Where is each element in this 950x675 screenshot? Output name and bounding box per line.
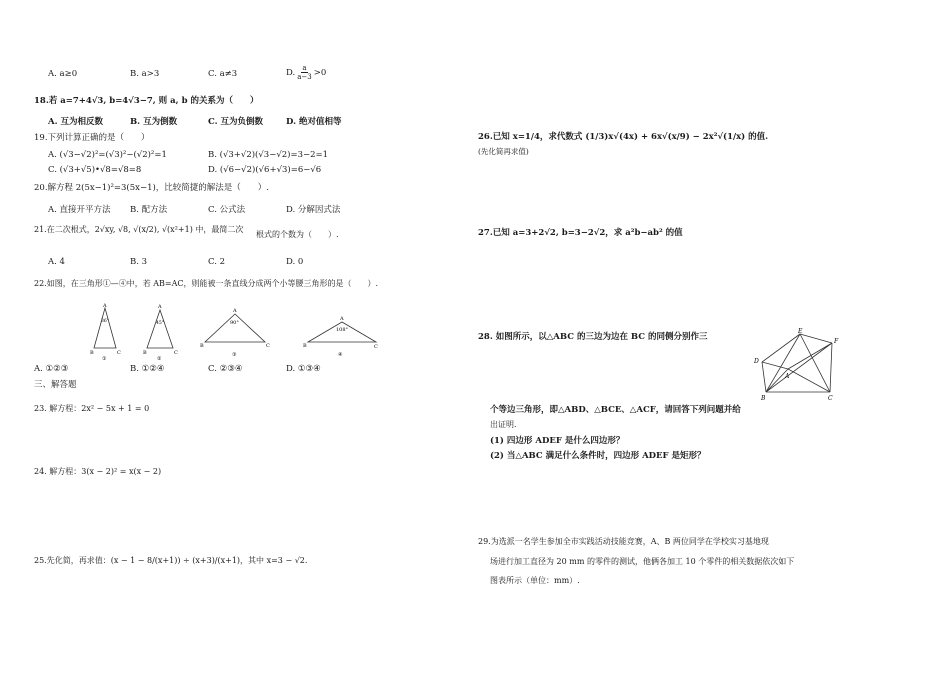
q26-note: (先化简再求值) xyxy=(478,147,529,156)
q19-option-b: B. (√3+√2)(√3−√2)=3−2=1 xyxy=(208,150,329,160)
q17-option-d xyxy=(286,64,326,81)
q21-option-a: A. 4 xyxy=(48,257,65,267)
q21-option-d: D. 0 xyxy=(286,257,304,267)
triangle-2 xyxy=(143,304,178,360)
q29-line2: 场进行加工直径为 20 mm 的零件的测试，他俩各加工 10 个零件的相关数据依次如下 xyxy=(490,557,795,566)
tri3-label-b: B xyxy=(200,343,204,349)
triangle-4 xyxy=(303,316,378,358)
q28-stem-a: 28. 如图所示，以△ABC 的三边为边在 BC 的同侧分别作三 xyxy=(478,332,708,342)
section-heading: 三、解答题 xyxy=(34,380,77,390)
q18-option-d: D. 绝对值相等 xyxy=(286,117,342,127)
q18-option-b: B. 互为倒数 xyxy=(130,117,178,127)
tri3-number: ③ xyxy=(232,352,237,358)
tri2-label-c: C xyxy=(174,350,178,356)
tri2-label-b: B xyxy=(143,350,147,356)
q28-stem-b: 个等边三角形，即△ABD、△BCE、△ACF，请回答下列问题并给 xyxy=(490,405,741,415)
tri1-label-a: A xyxy=(103,303,107,309)
q20-option-c: C. 公式法 xyxy=(208,205,246,215)
tri4-label-c: C xyxy=(374,344,378,350)
fig28-label-d: D xyxy=(754,358,759,365)
q17-option-d-fraction xyxy=(297,64,312,81)
q28-figure xyxy=(752,325,847,405)
q17-option-d-prefix: D. xyxy=(286,67,296,78)
q19-stem: 19.下列计算正确的是（ ） xyxy=(34,133,150,143)
q21-option-b: B. 3 xyxy=(130,257,148,267)
q18-option-c: C. 互为负倒数 xyxy=(208,117,264,127)
q20-option-d: D. 分解因式法 xyxy=(286,205,341,215)
q19-option-c: C. (√3+√5)•√8=√8=8 xyxy=(48,165,142,175)
q23-stem: 23. 解方程：2x² − 5x + 1 = 0 xyxy=(34,404,150,413)
tri1-label-c: C xyxy=(117,350,121,356)
tri1-angle: 36° xyxy=(101,319,109,324)
q20-option-a: A. 直接开平方法 xyxy=(48,205,111,215)
fig28-label-a: A xyxy=(785,373,790,380)
q21-stem-a: 21.在二次根式，2√xy, √8, √(x/2), √(x²+1) 中，最简二次 xyxy=(34,225,244,234)
q17-option-c: C. a≠3 xyxy=(208,69,238,79)
q22-triangles-figure xyxy=(80,300,380,360)
q29-line3: 图表所示（单位：mm）. xyxy=(490,576,580,585)
q17-option-d-numerator: a xyxy=(302,64,307,72)
q21-option-c: C. 2 xyxy=(208,257,226,267)
tri3-label-c: C xyxy=(266,343,270,349)
q28-sub1: (1) 四边形 ADEF 是什么四边形？ xyxy=(490,436,625,446)
q22-stem: 22.如图，在三角形①—④中，若 AB=AC，则能被一条直线分成两个小等腰三角形的是（ ）. xyxy=(34,279,379,288)
q27-stem: 27.已知 a=3+2√2, b=3−2√2，求 a²b−ab² 的值 xyxy=(478,228,683,238)
q22-option-b: B. ①②④ xyxy=(130,364,165,374)
tri4-angle: 108° xyxy=(336,327,349,333)
tri1-number: ① xyxy=(102,356,107,360)
q18-stem: 18.若 a=7+4√3, b=4√3−7, 则 a, b 的关系为（ ） xyxy=(34,96,259,106)
q17-option-d-suffix: >0 xyxy=(313,67,327,78)
tri1-label-b: B xyxy=(90,350,94,356)
q22-option-a: A. ①②③ xyxy=(34,364,69,374)
tri4-label-b: B xyxy=(303,343,307,349)
q28-stem-c: 出证明. xyxy=(490,420,517,429)
q22-option-c: C. ②③④ xyxy=(208,364,243,374)
q26-stem: 26.已知 x=1/4，求代数式 (1/3)x√(4x) + 6x√(x/9) − 2x²√(1/x) 的值. xyxy=(478,132,769,142)
q22-option-d: D. ①③④ xyxy=(286,364,321,374)
triangle-3 xyxy=(200,308,270,358)
q21-stem-b: 根式的个数为（ ）. xyxy=(256,230,339,239)
tri2-number: ② xyxy=(157,356,162,360)
triangle-1 xyxy=(90,303,121,360)
q28-sub2: (2) 当△ABC 满足什么条件时，四边形 ADEF 是矩形？ xyxy=(490,451,706,461)
q25-stem: 25.先化简，再求值：(x − 1 − 8/(x+1)) ÷ (x+3)/(x+1)，其中 x=3 − √2. xyxy=(34,556,308,565)
q19-option-d: D. (√6−√2)(√6+√3)=6−√6 xyxy=(208,165,322,175)
fig28-label-e: E xyxy=(798,328,803,335)
q18-option-a: A. 互为相反数 xyxy=(48,117,104,127)
tri4-number: ④ xyxy=(338,352,343,358)
q17-option-d-denominator: a−3 xyxy=(297,73,312,81)
tri2-angle: 45° xyxy=(156,321,164,326)
q20-stem: 20.解方程 2(5x−1)²=3(5x−1)，比较简捷的解法是（ ）. xyxy=(34,183,269,193)
q29-line1: 29.为选派一名学生参加全市实践活动技能竞赛，A、B 两位同学在学校实习基地现 xyxy=(478,537,769,546)
tri3-label-a: A xyxy=(233,308,237,314)
tri2-label-a: A xyxy=(158,304,162,310)
tri3-angle: 90° xyxy=(230,320,239,326)
tri4-label-a: A xyxy=(340,316,344,322)
q20-option-b: B. 配方法 xyxy=(130,205,168,215)
q19-option-a: A. (√3−√2)²=(√3)²−(√2)²=1 xyxy=(48,150,167,160)
fig28-label-b: B xyxy=(761,395,766,402)
fig28-label-c: C xyxy=(828,395,833,402)
q17-option-b: B. a>3 xyxy=(130,69,160,79)
q17-option-a: A. a≥0 xyxy=(48,69,78,79)
fig28-label-f: F xyxy=(834,338,839,345)
q24-stem: 24. 解方程：3(x − 2)² = x(x − 2) xyxy=(34,467,162,476)
